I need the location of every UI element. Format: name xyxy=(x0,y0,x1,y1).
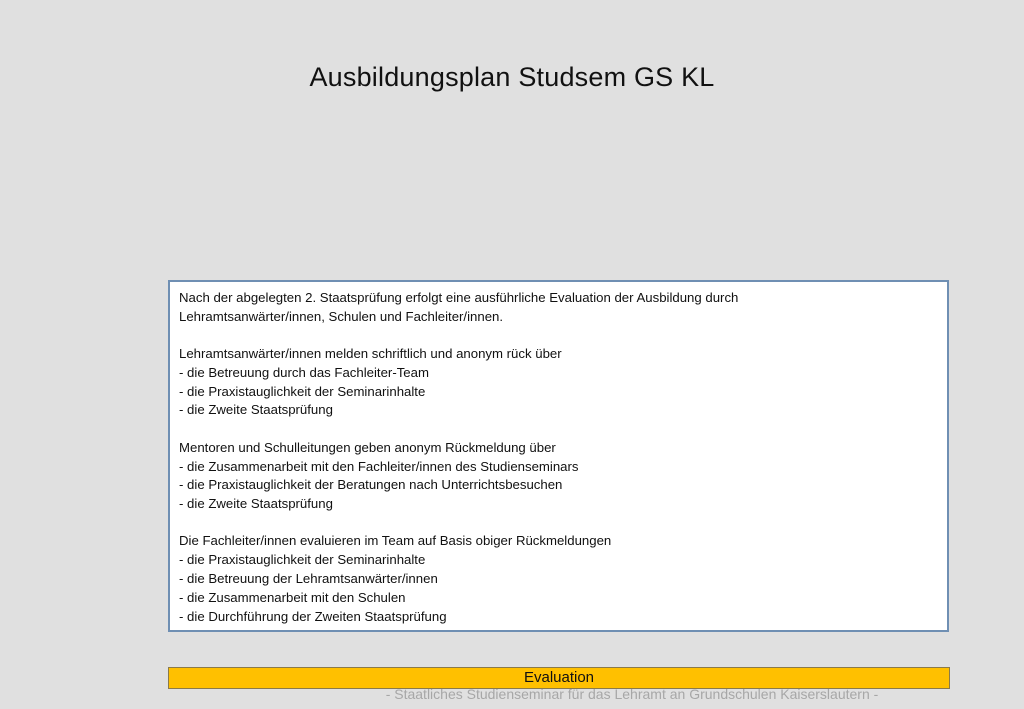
page-title: Ausbildungsplan Studsem GS KL xyxy=(309,62,715,92)
list-item: - die Praxistauglichkeit der Seminarinhalte xyxy=(179,552,426,568)
list-item: - die Praxistauglichkeit der Seminarinhalte xyxy=(179,383,426,399)
list-item: - die Betreuung durch das Fachleiter-Team xyxy=(179,364,429,380)
list-item: - die Zweite Staatsprüfung xyxy=(179,402,333,418)
list-item: - die Praxistauglichkeit der Beratungen nach Unterrichtsbesuchen xyxy=(179,477,563,493)
paragraph-mentoren xyxy=(179,439,937,514)
paragraph-intro xyxy=(179,289,937,327)
list-item: - die Zusammenarbeit mit den Schulen xyxy=(179,589,406,605)
footer-text: - Staatliches Studienseminar für das Lehramt an Grundschulen Kaiserslautern - xyxy=(385,686,879,702)
evaluation-label-bar: Evaluation xyxy=(168,667,950,689)
text-line: Lehramtsanwärter/innen, Schulen und Fachleiter/innen. xyxy=(179,308,504,324)
paragraph-fachleiter xyxy=(179,532,937,626)
list-item: - die Durchführung der Zweiten Staatsprüfung xyxy=(179,608,447,624)
list-item: - die Zusammenarbeit mit den Fachleiter/innen des Studienseminars xyxy=(179,458,579,474)
list-item: - die Zweite Staatsprüfung xyxy=(179,496,333,512)
text-line: Die Fachleiter/innen evaluieren im Team auf Basis obiger Rückmeldungen xyxy=(179,533,612,549)
evaluation-text-box xyxy=(168,280,949,632)
text-line: Lehramtsanwärter/innen melden schriftlich und anonym rück über xyxy=(179,346,562,362)
text-line: Nach der abgelegten 2. Staatsprüfung erfolgt eine ausführliche Evaluation der Ausbildung durch xyxy=(179,290,739,305)
text-line: Mentoren und Schulleitungen geben anonym Rückmeldung über xyxy=(179,439,556,455)
paragraph-lehramtsanwaerter xyxy=(179,345,937,420)
list-item: - die Betreuung der Lehramtsanwärter/innen xyxy=(179,571,438,587)
